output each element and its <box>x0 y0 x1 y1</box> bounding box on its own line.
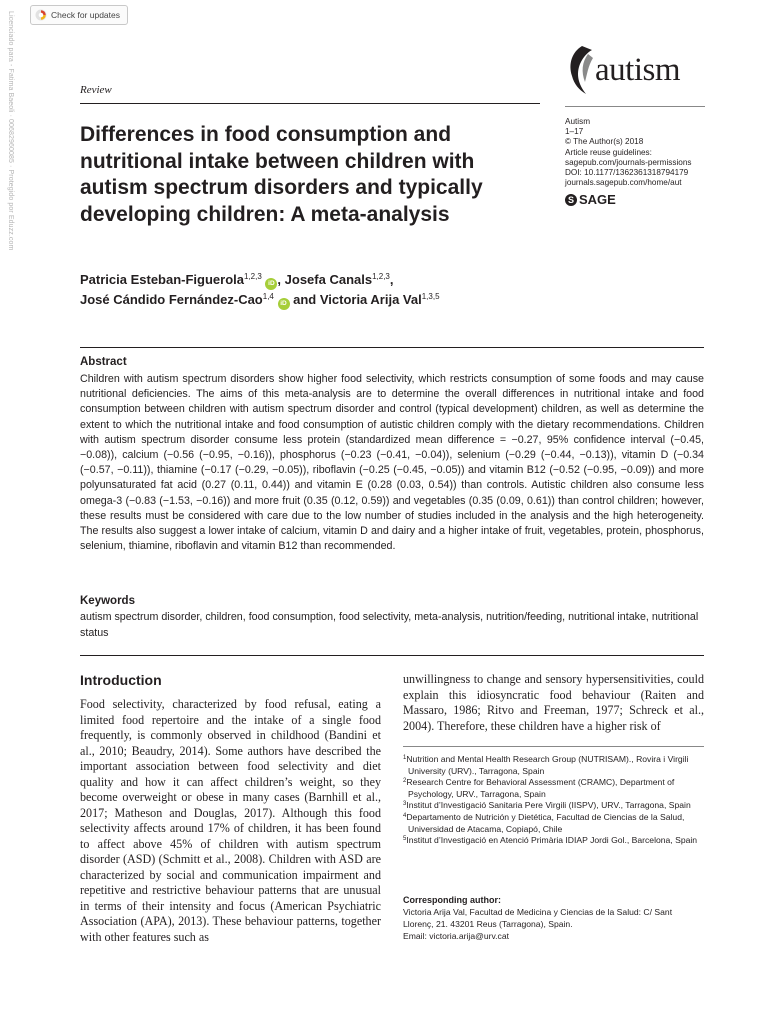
meta-pages: 1–17 <box>565 127 584 137</box>
author-name[interactable]: Patricia Esteban-Figuerola <box>80 272 244 287</box>
check-updates-icon <box>35 9 47 21</box>
affiliation-item: $^5$Institut d’Investigació en Atenció Primària IDIAP Jordi Gol., Barcelona, Spain <box>403 835 698 846</box>
orcid-icon[interactable]: iD <box>265 278 277 290</box>
body-rule <box>80 655 704 656</box>
affiliation-item: $^1$Nutrition and Mental Health Research Group (NUTRISAM)., Rovira i Virgili University (URV)., Tarragona, Spain <box>403 754 689 776</box>
author-name[interactable]: and Victoria Arija Val <box>289 292 422 307</box>
sage-s-icon: S <box>565 194 577 206</box>
author-affil-sup: 1,4 <box>262 292 274 301</box>
abstract-text: Children with autism spectrum disorders show higher food selectivity, which restricts consumption of some foods and may cause nutritional deficiencies. The aims of this meta-analysis are to determine the overall differences in nutritional intake and food consumption between children with autism spectrum disorder and control (typical development) children, as well as determine the extent to which the nutritional intake and food consumption of autistic children comply with the dietary recommendations. Children with autism spectrum disorder consume less protein (standardized mean difference = −0.27, 95% confidence interval (−0.45, −0.08)), calcium (−0.56 (−0.95, −0.16)), phosphorus (−0.23 (−0.41, −0.04)), selenium (−0.29 (−0.44, −0.13)), vitamin D (−0.34 (−0.57, −0.11)), thiamine (−0.17 (−0.29, −0.05)), riboflavin (−0.25 (−0.45, −0.05)) and vitamin B12 (−0.52 (−0.95, −0.09)) and more polyunsaturated fat acid (0.27 (0.11, 0.44)) and vitamin E (0.28 (0.03, 0.54)) than controls. Autistic children also consume less omega-3 (−0.83 (−1.53, −0.16)) and more fruit (0.35 (0.12, 0.59)) and vegetables (0.35 (0.09, 0.61)) than control children; however, these results must be considered with care due to the low number of studies included in the analysis and the high heterogeneity. The results also suggest a lower intake of calcium, vitamin D and dairy and a higher intake of fruit, vegetables, protein, phosphorus, selenium, thiamine, riboflavin and vitamin B12 than recommended. <box>80 373 704 553</box>
publisher-logo <box>565 192 616 207</box>
check-for-updates-button[interactable] <box>30 5 128 25</box>
keywords-heading: Keywords <box>80 595 135 607</box>
author-name[interactable]: José Cándido Fernández-Cao <box>80 292 263 307</box>
corresponding-heading: Corresponding author: <box>403 895 501 905</box>
author-affil-sup: 1,2,3 <box>244 272 262 281</box>
article-title: Differences in food consumption and nutritional intake between children with autism spectrum disorders and typically developing children: A meta-analysis <box>80 123 483 226</box>
journal-logo <box>562 44 712 96</box>
affiliation-item: $^4$Departamento de Nutrición y Dietética, Facultad de Ciencias de la Salud, Universidad de Atacama, Copiapó, Chile <box>403 811 685 834</box>
header-rule <box>80 103 540 104</box>
introduction-heading: Introduction <box>80 672 162 688</box>
affiliation-item: $^2$Research Centre for Behavioral Assessment (CRAMC), Department of Psychology, URV., Tarragona, Spain <box>403 777 675 799</box>
author-list <box>80 270 540 310</box>
publisher-name: SAGE <box>579 192 616 207</box>
meta-rule <box>565 106 705 107</box>
author-affil-sup: 1,3,5 <box>421 292 440 301</box>
keywords-text: autism spectrum disorder, children, food consumption, food selectivity, meta-analysis, nutrition/feeding, nutritional intake, nutritional status <box>80 611 699 639</box>
corresponding-email[interactable]: Email: victoria.arija@urv.cat <box>403 931 509 941</box>
footnote-rule <box>403 746 704 747</box>
author-name[interactable]: , Josefa Canals <box>277 272 373 287</box>
affiliations <box>403 754 704 847</box>
author-affil-sup: 1,2,3 <box>372 272 390 281</box>
meta-doi[interactable]: DOI: 10.1177/1362361318794179 <box>565 168 689 178</box>
journal-logo-mark-icon <box>566 44 596 96</box>
author-separator: , <box>389 272 394 287</box>
article-type: Review <box>80 84 112 96</box>
abstract-rule <box>80 347 704 348</box>
journal-logo-text: autism <box>595 52 680 88</box>
meta-reuse: Article reuse guidelines: <box>565 147 652 157</box>
abstract-heading: Abstract <box>80 356 127 368</box>
affiliation-item: $^3$Institut d’Investigació Sanitaria Pere Virgili (IISPV), URV., Tarragona, Spain <box>403 800 691 811</box>
introduction-left-column: Food selectivity, characterized by food refusal, eating a limited food repertoire and the intake of a single food frequently, is commonly observed in childhood (Bandini et al., 2010; Beaudry, 2014). Some authors have described the important association between food selectivity and diet quality and how it can affect children’s weight, so they become overweight or obese in many cases (Barnhill et al., 2017; Matheson and Douglas, 2017). Although this food selectivity affects around 17% of children, it has been found to affect above 45% of children with autism spectrum disorder (ASD) (Schmitt et al., 2008). Children with ASD are characterized by social and communication impairment and repetitive and restrictive behaviour patterns that are unusual in terms of their intensity and focus (American Psychiatric Association (APA), 2013). These behaviour patterns, together with other features such as <box>80 697 381 944</box>
orcid-icon[interactable]: iD <box>278 298 290 310</box>
meta-permissions-link[interactable]: sagepub.com/journals-permissions <box>565 157 692 167</box>
meta-home-link[interactable]: journals.sagepub.com/home/aut <box>565 178 682 188</box>
meta-journal: Autism <box>565 117 591 126</box>
introduction-right-column: unwillingness to change and sensory hypersensitivities, could explain this idiosyncratic food behaviour (Raiten and Massaro, 1986; Ritvo and Freeman, 1977; Schreck et al., 2004). Therefore, these children have a higher risk of <box>403 672 704 733</box>
corresponding-author <box>403 894 704 942</box>
margin-watermark: Licenciado para - Fatima Baeoli · 00682960085 · Protegido por Eduzz.com <box>7 11 14 251</box>
corresponding-address: Victoria Arija Val, Facultad de Medicina y Ciencias de la Salud: C/ Sant Llorenç, 21. 43201 Reus (Tarragona), Spain. <box>403 907 673 929</box>
article-meta <box>565 117 715 188</box>
check-updates-label: Check for updates <box>51 10 120 20</box>
meta-copyright: © The Author(s) 2018 <box>565 137 644 147</box>
